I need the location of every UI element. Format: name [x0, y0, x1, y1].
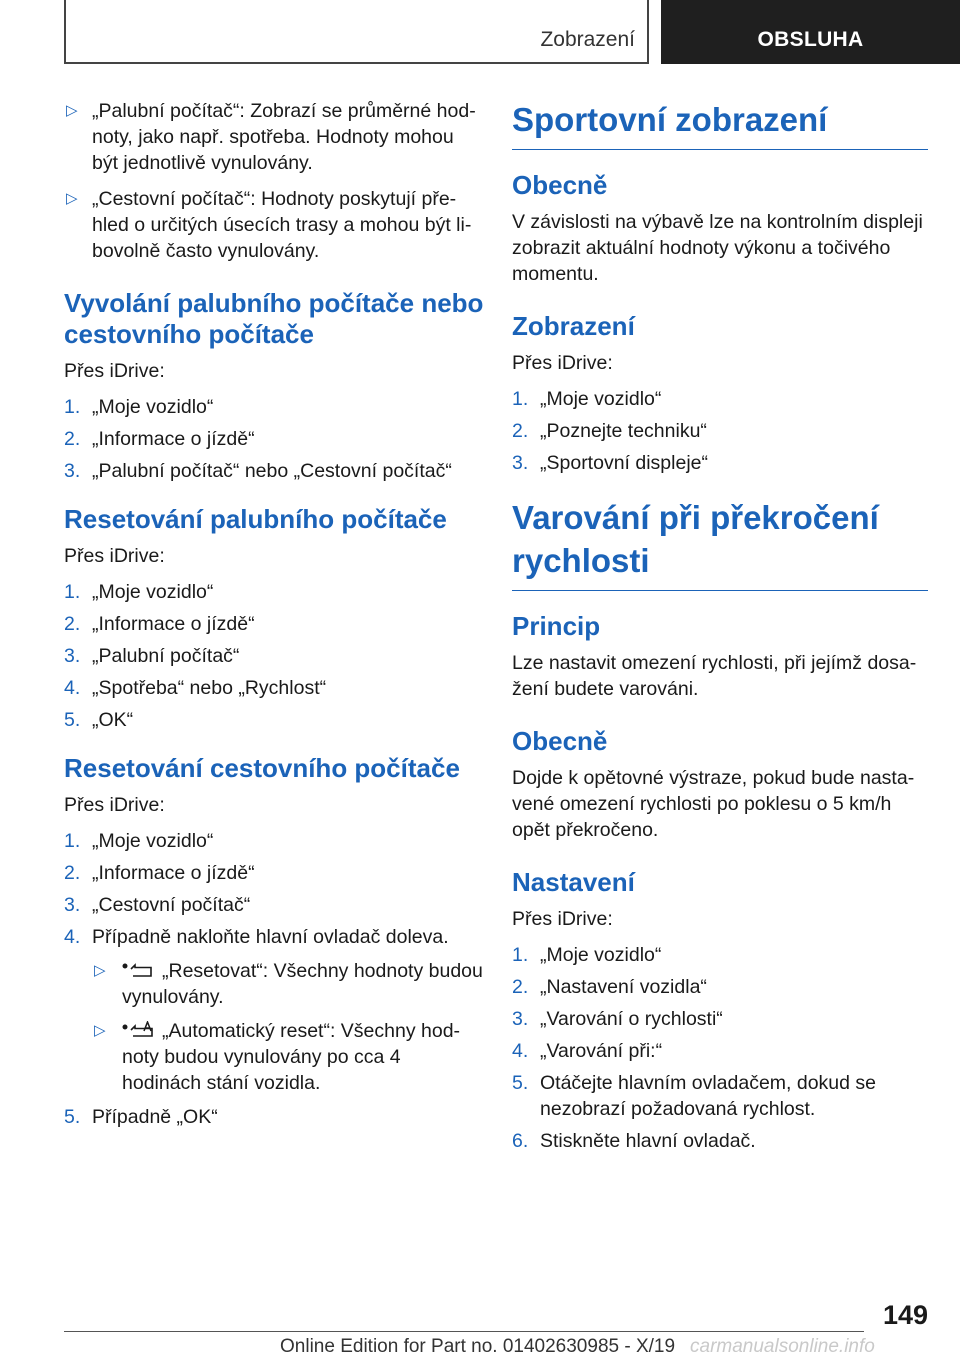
watermark: carmanualsonline.info	[690, 1336, 875, 1357]
left-column	[64, 98, 484, 1136]
section-heading: Princip	[512, 611, 601, 641]
step-list	[512, 942, 928, 1154]
bullet-marker: ▷	[66, 190, 78, 207]
section-heading: Nastavení	[512, 867, 635, 897]
paragraph: Přes iDrive:	[512, 908, 613, 930]
footer-divider	[64, 1331, 864, 1332]
list-item: 2. „Informace o jízdě“	[64, 862, 255, 884]
list-item: 3. „Cestovní počítač“	[64, 894, 251, 916]
auto-reset-icon	[122, 1021, 154, 1039]
bullet-marker: ▷	[94, 962, 106, 979]
section-heading: Resetování cestovního počítače	[64, 753, 460, 783]
paragraph: Dojde k opětovné výstraze, pokud bude nastavené omezení rychlosti po poklesu o 5 km/h opět překročeno.	[512, 767, 915, 841]
list-item: 5. „OK“	[64, 709, 134, 731]
list-item: 2. „Informace o jízdě“	[64, 613, 255, 635]
list-item: 3. „Sportovní displeje“	[512, 452, 708, 474]
list-item: 6. Stiskněte hlavní ovladač.	[512, 1130, 756, 1152]
list-item: 1. „Moje vozidlo“	[512, 388, 662, 410]
list-item: 3. „Palubní počítač“ nebo „Cestovní počítač“	[64, 460, 452, 482]
header-section-title: Zobrazení	[540, 28, 635, 51]
right-column	[512, 98, 928, 1160]
step-list	[64, 579, 484, 733]
list-item: 5. Otáčejte hlavním ovladačem, dokud se nezobrazí požadovaná rychlost.	[512, 1072, 877, 1120]
header-section-box	[64, 0, 649, 64]
step-list	[512, 386, 928, 476]
paragraph: Přes iDrive:	[64, 360, 165, 382]
step-list	[64, 828, 484, 1130]
bullet-marker: ▷	[94, 1022, 106, 1039]
list-item: 4. „Spotřeba“ nebo „Rychlost“	[64, 677, 327, 699]
bullet-marker: ▷	[66, 102, 78, 119]
list-item: ▷ „Palubní počítač“: Zobrazí se průměrné hodnoty, jako např. spotřeba. Hodnoty mohou být jednotlivě vynulovány.	[66, 100, 476, 174]
list-item: 5. Případně „OK“	[64, 1106, 218, 1128]
paragraph: V závislosti na výbavě lze na kontrolním displeji zobrazit aktuální hodnoty výkonu a točivého momentu.	[512, 211, 923, 285]
list-item: 3. „Varování o rychlosti“	[512, 1008, 723, 1030]
page-number: 149	[882, 1300, 928, 1330]
footer-edition: Online Edition for Part no. 01402630985 - X/19	[280, 1336, 676, 1357]
sub-bullet-list	[92, 958, 484, 1096]
list-item: 2. „Informace o jízdě“	[64, 428, 255, 450]
list-item: 4. „Varování při:“	[512, 1040, 663, 1062]
paragraph: Přes iDrive:	[64, 794, 165, 816]
list-item: 1. „Moje vozidlo“	[64, 581, 214, 603]
paragraph: Přes iDrive:	[512, 352, 613, 374]
list-item: 2. „Poznejte techniku“	[512, 420, 707, 442]
section-heading: Vyvolání palubního počítače nebo cestovního počítače	[64, 288, 484, 349]
list-item: ▷ „Resetovat“: Všechny hodnoty budou vynulovány.	[94, 960, 483, 1008]
header-chapter-title: OBSLUHA	[757, 28, 864, 51]
reset-icon	[122, 963, 154, 979]
list-item: 2. „Nastavení vozidla“	[512, 976, 707, 998]
list-item: ▷ „Automatický reset“: Všechny hodnoty budou vynulovány po cca 4 hodinách stání vozidla.	[94, 1020, 461, 1094]
section-heading: Zobrazení	[512, 311, 635, 341]
chapter-heading: Sportovní zobrazení	[512, 98, 928, 150]
section-heading: Resetování palubního počítače	[64, 504, 447, 534]
intro-bullet-list	[64, 98, 484, 264]
list-item: 1. „Moje vozidlo“	[64, 396, 214, 418]
chapter-heading: Varování při překročení rychlosti	[512, 496, 928, 591]
list-item: 1. „Moje vozidlo“	[64, 830, 214, 852]
list-item: 3. „Palubní počítač“	[64, 645, 240, 667]
paragraph: Lze nastavit omezení rychlosti, při jejímž dosažení budete varováni.	[512, 652, 917, 700]
section-heading: Obecně	[512, 170, 608, 200]
list-item: 4. Případně nakloňte hlavní ovladač doleva. ▷ „Resetovat“: Všechny hodnoty budou vynulovány. ▷ „Automatický reset“: Všechny hodnoty budou vynulovány po cca 4 hodinách stání vozidla.	[64, 926, 483, 1094]
list-item: 1. „Moje vozidlo“	[512, 944, 662, 966]
section-heading: Obecně	[512, 726, 608, 756]
paragraph: Přes iDrive:	[64, 545, 165, 567]
step-list	[64, 394, 484, 484]
header-chapter-box	[661, 0, 960, 64]
list-item: ▷ „Cestovní počítač“: Hodnoty poskytují přehled o určitých úsecích trasy a mohou být libovolně často vynulovány.	[66, 188, 472, 262]
